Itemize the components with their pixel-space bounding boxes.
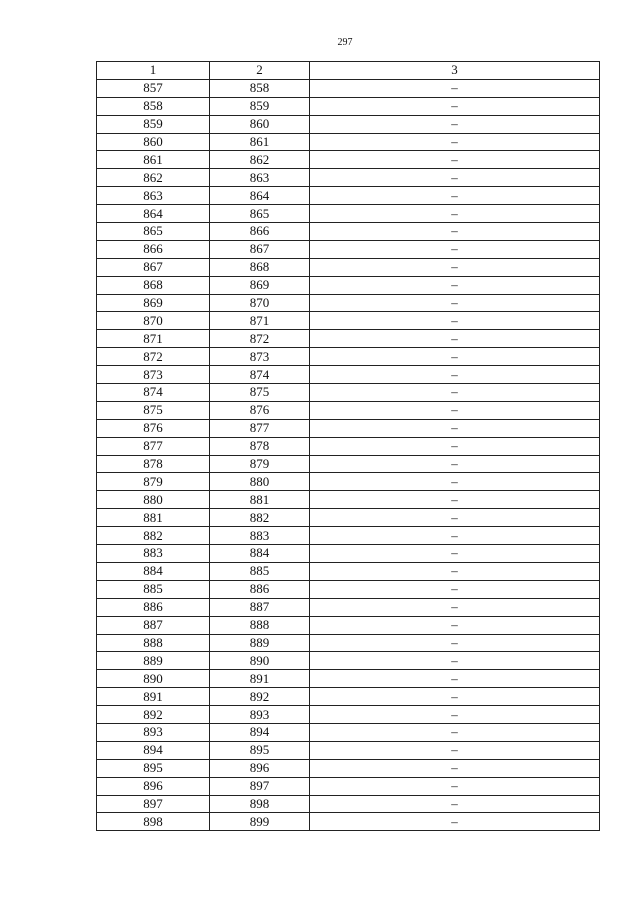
table-cell-col-2: 872 (210, 330, 310, 348)
table-row (97, 294, 600, 312)
table-row (97, 455, 600, 473)
table-cell-col-1: 862 (97, 169, 210, 187)
table-cell-col-1: 886 (97, 598, 210, 616)
table-cell-col-3: – (310, 759, 600, 777)
column-header-2: 2 (210, 62, 310, 80)
table-cell-col-1: 891 (97, 688, 210, 706)
table-row (97, 562, 600, 580)
table-cell-col-1: 875 (97, 401, 210, 419)
table-row (97, 276, 600, 294)
table-cell-col-3: – (310, 151, 600, 169)
table-cell-col-2: 880 (210, 473, 310, 491)
table-cell-col-2: 897 (210, 777, 310, 795)
table-cell-col-1: 872 (97, 348, 210, 366)
table-cell-col-2: 894 (210, 723, 310, 741)
table-cell-col-1: 896 (97, 777, 210, 795)
table-cell-col-3: – (310, 777, 600, 795)
table-cell-col-3: – (310, 455, 600, 473)
table-row (97, 741, 600, 759)
table-cell-col-3: – (310, 276, 600, 294)
table-row (97, 616, 600, 634)
table-row (97, 688, 600, 706)
table-cell-col-3: – (310, 580, 600, 598)
table-cell-col-1: 858 (97, 97, 210, 115)
table-cell-col-1: 865 (97, 223, 210, 241)
table-cell-col-1: 880 (97, 491, 210, 509)
table-cell-col-1: 895 (97, 759, 210, 777)
table-row (97, 187, 600, 205)
table-cell-col-2: 889 (210, 634, 310, 652)
table-cell-col-1: 888 (97, 634, 210, 652)
table-cell-col-2: 870 (210, 294, 310, 312)
table-cell-col-1: 894 (97, 741, 210, 759)
table-row (97, 79, 600, 97)
table-cell-col-1: 870 (97, 312, 210, 330)
table-cell-col-2: 858 (210, 79, 310, 97)
table-cell-col-1: 890 (97, 670, 210, 688)
table-cell-col-3: – (310, 366, 600, 384)
table-cell-col-2: 862 (210, 151, 310, 169)
table-cell-col-1: 898 (97, 813, 210, 831)
table-cell-col-3: – (310, 616, 600, 634)
table-cell-col-2: 875 (210, 384, 310, 402)
table-row (97, 97, 600, 115)
table-row (97, 312, 600, 330)
table-cell-col-3: – (310, 205, 600, 223)
table-row (97, 634, 600, 652)
table-cell-col-2: 895 (210, 741, 310, 759)
table-cell-col-2: 859 (210, 97, 310, 115)
table-cell-col-2: 869 (210, 276, 310, 294)
table-cell-col-1: 889 (97, 652, 210, 670)
table-row (97, 795, 600, 813)
table-row (97, 401, 600, 419)
table-cell-col-2: 899 (210, 813, 310, 831)
table-header (97, 62, 600, 80)
table-cell-col-2: 876 (210, 401, 310, 419)
table-cell-col-3: – (310, 348, 600, 366)
table-cell-col-1: 878 (97, 455, 210, 473)
table-cell-col-2: 871 (210, 312, 310, 330)
table-cell-col-3: – (310, 401, 600, 419)
table-cell-col-3: – (310, 527, 600, 545)
column-header-1: 1 (97, 62, 210, 80)
table-cell-col-1: 874 (97, 384, 210, 402)
table-cell-col-1: 866 (97, 240, 210, 258)
table-row (97, 813, 600, 831)
table-row (97, 115, 600, 133)
table-cell-col-2: 873 (210, 348, 310, 366)
table-cell-col-1: 873 (97, 366, 210, 384)
table-cell-col-1: 887 (97, 616, 210, 634)
table-row (97, 723, 600, 741)
table-cell-col-3: – (310, 741, 600, 759)
table-cell-col-3: – (310, 813, 600, 831)
table-cell-col-3: – (310, 795, 600, 813)
table-row (97, 223, 600, 241)
table-cell-col-3: – (310, 258, 600, 276)
table-row (97, 419, 600, 437)
table-cell-col-2: 881 (210, 491, 310, 509)
table-cell-col-3: – (310, 473, 600, 491)
table-body (97, 79, 600, 830)
table-cell-col-3: – (310, 187, 600, 205)
table-cell-col-2: 896 (210, 759, 310, 777)
table-cell-col-1: 871 (97, 330, 210, 348)
column-header-3: 3 (310, 62, 600, 80)
table-row (97, 240, 600, 258)
table-cell-col-3: – (310, 688, 600, 706)
table-cell-col-2: 893 (210, 706, 310, 724)
table-cell-col-1: 860 (97, 133, 210, 151)
header-row (97, 62, 600, 80)
table-row (97, 706, 600, 724)
table-cell-col-1: 867 (97, 258, 210, 276)
table-cell-col-2: 877 (210, 419, 310, 437)
table-cell-col-1: 857 (97, 79, 210, 97)
table-cell-col-3: – (310, 491, 600, 509)
table-cell-col-1: 879 (97, 473, 210, 491)
table-row (97, 366, 600, 384)
table-cell-col-2: 861 (210, 133, 310, 151)
table-cell-col-1: 868 (97, 276, 210, 294)
table-cell-col-2: 886 (210, 580, 310, 598)
table-cell-col-2: 883 (210, 527, 310, 545)
table-cell-col-2: 891 (210, 670, 310, 688)
table-cell-col-1: 883 (97, 545, 210, 563)
table-cell-col-3: – (310, 79, 600, 97)
table-cell-col-2: 879 (210, 455, 310, 473)
table-cell-col-1: 863 (97, 187, 210, 205)
table-cell-col-3: – (310, 598, 600, 616)
table-cell-col-1: 864 (97, 205, 210, 223)
table-cell-col-3: – (310, 115, 600, 133)
table-row (97, 330, 600, 348)
table-cell-col-2: 868 (210, 258, 310, 276)
table-cell-col-2: 864 (210, 187, 310, 205)
table-cell-col-1: 893 (97, 723, 210, 741)
table-cell-col-2: 867 (210, 240, 310, 258)
table-row (97, 473, 600, 491)
table-row (97, 169, 600, 187)
table-cell-col-1: 882 (97, 527, 210, 545)
table-cell-col-3: – (310, 240, 600, 258)
table-cell-col-3: – (310, 437, 600, 455)
table-row (97, 348, 600, 366)
table-cell-col-3: – (310, 562, 600, 580)
table-cell-col-3: – (310, 652, 600, 670)
table-cell-col-3: – (310, 545, 600, 563)
table-cell-col-2: 878 (210, 437, 310, 455)
table-row (97, 670, 600, 688)
table-row (97, 384, 600, 402)
table-row (97, 580, 600, 598)
table-row (97, 509, 600, 527)
page-number: 297 (337, 37, 353, 48)
table-cell-col-3: – (310, 330, 600, 348)
table-cell-col-3: – (310, 97, 600, 115)
table-row (97, 527, 600, 545)
table-cell-col-3: – (310, 706, 600, 724)
table-cell-col-2: 887 (210, 598, 310, 616)
table-row (97, 437, 600, 455)
table-cell-col-2: 865 (210, 205, 310, 223)
table-cell-col-1: 892 (97, 706, 210, 724)
table-cell-col-1: 859 (97, 115, 210, 133)
table-cell-col-2: 885 (210, 562, 310, 580)
table-cell-col-1: 885 (97, 580, 210, 598)
table-cell-col-2: 890 (210, 652, 310, 670)
table-cell-col-2: 888 (210, 616, 310, 634)
table-cell-col-1: 861 (97, 151, 210, 169)
table-cell-col-3: – (310, 294, 600, 312)
table-cell-col-3: – (310, 223, 600, 241)
table-cell-col-1: 884 (97, 562, 210, 580)
table-cell-col-3: – (310, 419, 600, 437)
table-row (97, 205, 600, 223)
table-cell-col-1: 869 (97, 294, 210, 312)
table-cell-col-2: 874 (210, 366, 310, 384)
table-cell-col-3: – (310, 670, 600, 688)
table-row (97, 759, 600, 777)
table-cell-col-3: – (310, 384, 600, 402)
table-cell-col-2: 898 (210, 795, 310, 813)
table-cell-col-2: 892 (210, 688, 310, 706)
table-cell-col-2: 884 (210, 545, 310, 563)
table-cell-col-2: 882 (210, 509, 310, 527)
table-cell-col-3: – (310, 634, 600, 652)
table-row (97, 652, 600, 670)
table-row (97, 777, 600, 795)
table-cell-col-1: 877 (97, 437, 210, 455)
table-row (97, 258, 600, 276)
table-cell-col-3: – (310, 169, 600, 187)
table-cell-col-2: 866 (210, 223, 310, 241)
table-cell-col-3: – (310, 312, 600, 330)
table-row (97, 133, 600, 151)
table-cell-col-1: 876 (97, 419, 210, 437)
table-cell-col-2: 860 (210, 115, 310, 133)
table-row (97, 598, 600, 616)
table-cell-col-1: 881 (97, 509, 210, 527)
table-cell-col-3: – (310, 723, 600, 741)
table-cell-col-1: 897 (97, 795, 210, 813)
table-row (97, 491, 600, 509)
data-table (96, 61, 600, 831)
table-row (97, 151, 600, 169)
table-row (97, 545, 600, 563)
table-cell-col-2: 863 (210, 169, 310, 187)
table-cell-col-3: – (310, 133, 600, 151)
table-cell-col-3: – (310, 509, 600, 527)
